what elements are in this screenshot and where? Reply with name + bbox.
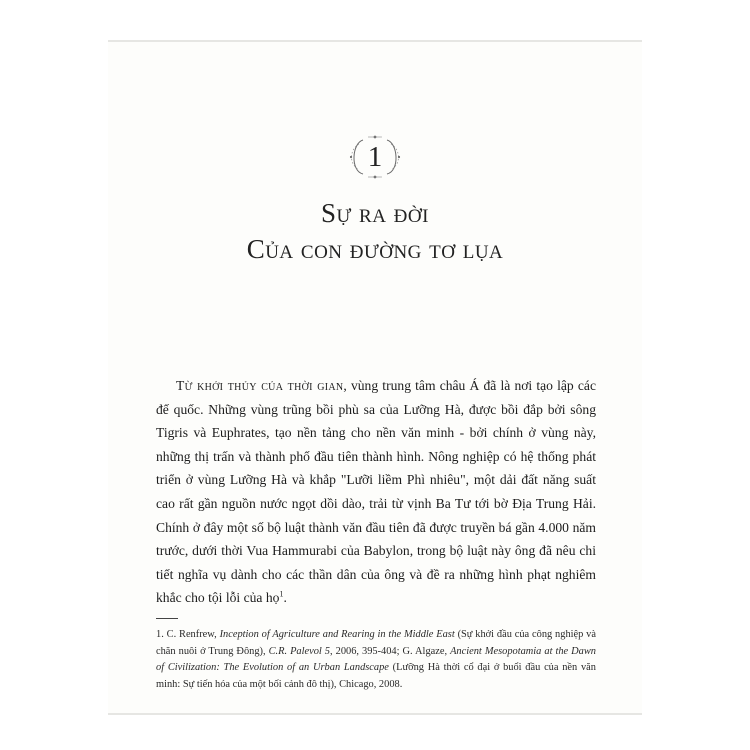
chapter-title-line-2: Của con đường tơ lụa bbox=[246, 234, 504, 264]
book-page bbox=[108, 40, 642, 715]
footnote-journal: C.R. Palevol 5 bbox=[268, 645, 331, 657]
body-text: , vùng trung tâm châu Á đã là nơi tạo lập các đế quốc. Những vùng trũng bồi phù sa của Lưỡng Hà, được bồi đắp bởi sông Tigris và Euphrates, tạo nền tảng cho nền văn minh - bởi chính ở vùng này, những thị trấn và thành phố đầu tiên thành hình. Nông nghiệp có hệ thống phát triển ở vùng Lưỡng Hà và khắp "Lưỡi liềm Phì nhiêu", một dải đất năng suất cao rất gần nguồn nước ngọt dồi dào, trải từ vịnh Ba Tư tới bờ Địa Trung Hải. Chính ở đây một số bộ luật thành văn đầu tiên đã được truyền bá gần 4.000 năm trước, dưới thời Vua Hammurabi của Babylon, trong bộ luật này ông đã nêu chi tiết nghĩa vụ dành cho các thần dân của ông và đề ra những hình phạt nghiêm khắc cho tội lỗi của họ bbox=[156, 378, 596, 606]
footnote-reference[interactable]: 1 bbox=[279, 589, 284, 599]
footnote-text: 1. C. Renfrew, bbox=[156, 629, 220, 640]
opening-small-caps: Từ khởi thủy của thời gian bbox=[176, 378, 344, 393]
chapter-emblem bbox=[338, 134, 412, 180]
footnote-book-title: Ancient Mesopotamia at the Dawn of Civilization: The Evolution of an Urban Landscape bbox=[156, 645, 596, 674]
footnote-divider bbox=[156, 618, 178, 619]
chapter-number: 1 bbox=[367, 141, 383, 173]
footnote bbox=[156, 627, 596, 693]
body-end-punctuation: . bbox=[283, 590, 287, 606]
footnote-work-title: Inception of Agriculture and Rearing in the Middle East bbox=[219, 629, 455, 640]
body-paragraph bbox=[156, 374, 596, 610]
footnote-text: (Sự khởi đầu của công nghiệp và chăn nuôi ở Trung Đông), bbox=[156, 629, 596, 657]
footnote-text: , 2006, 395-404; G. Algaze, bbox=[330, 645, 451, 657]
footnote-text: (Lưỡng Hà thời cổ đại ở buổi đầu của nền văn minh: Sự tiến hóa của một bối cảnh đô thị), Chicago, 2008. bbox=[156, 662, 596, 690]
chapter-title-line-1: Sự ra đời bbox=[321, 198, 429, 228]
